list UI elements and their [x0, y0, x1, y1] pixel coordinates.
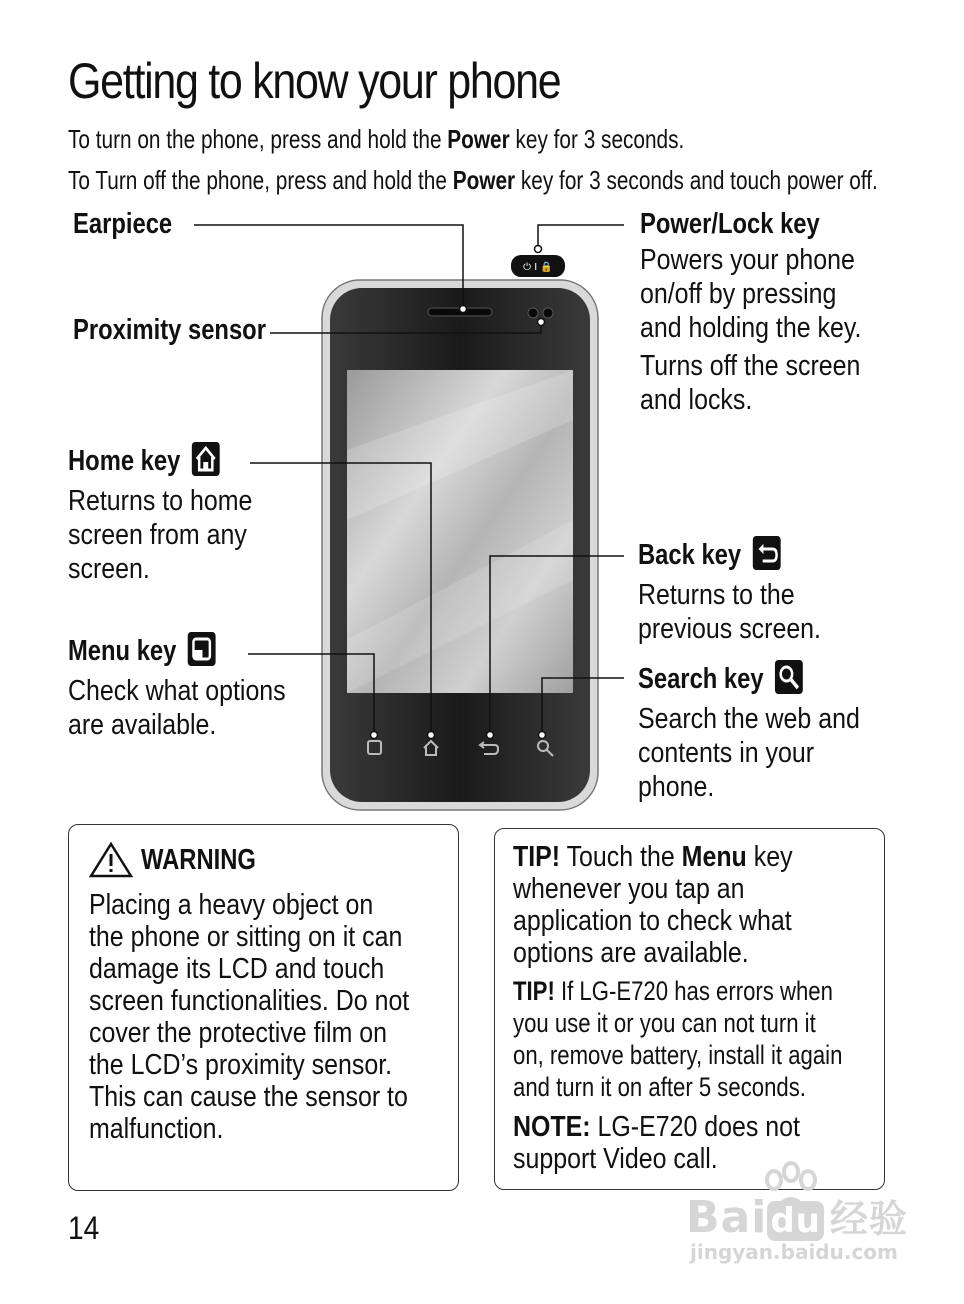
power-icon: ⏻ I 🔒	[523, 262, 553, 273]
home-key-title: Home key	[68, 445, 181, 477]
warning-line: damage its LCD and touch	[89, 953, 385, 985]
tip-2	[513, 975, 842, 1103]
tip-label: TIP!	[513, 841, 561, 873]
tip-line: and turn it on after 5 seconds.	[513, 1072, 806, 1102]
note-label: NOTE:	[513, 1111, 591, 1143]
back-key-section	[638, 536, 851, 646]
intro-on-text-end: key for 3 seconds.	[509, 124, 685, 154]
watermark-cn: 经验	[829, 1197, 908, 1241]
home-desc-line: screen.	[68, 553, 150, 585]
intro-on-bold: Power	[447, 124, 510, 154]
warning-text	[89, 889, 409, 1145]
power-desc-line: and locks.	[640, 384, 753, 416]
menu-desc-line: Check what options	[68, 675, 286, 707]
note-line: support Video call.	[513, 1143, 718, 1175]
menu-key-title: Menu key	[68, 635, 177, 667]
page-title: Getting to know your phone	[68, 53, 561, 109]
back-desc-line: Returns to the	[638, 579, 795, 611]
tip-label: TIP!	[513, 976, 555, 1006]
watermark-brand: Bai	[686, 1192, 768, 1243]
note-text: LG-E720 does not	[590, 1111, 800, 1143]
power-desc-line: Powers your phone	[640, 244, 855, 276]
watermark-url: jingyan.baidu.com	[690, 1240, 898, 1264]
home-desc-line: Returns to home	[68, 485, 253, 517]
intro-off-bold: Power	[452, 165, 516, 195]
back-desc-line: previous screen.	[638, 613, 821, 645]
warning-line: Placing a heavy object on	[89, 889, 374, 921]
tip-text: Touch the	[560, 841, 682, 873]
tip-menu-bold: Menu	[681, 841, 747, 873]
tips-box	[494, 828, 885, 1190]
earpiece-label: Earpiece	[73, 208, 173, 240]
back-icon	[753, 536, 781, 570]
intro-off-text: To Turn off the phone, press and hold the	[68, 165, 453, 195]
power-desc-line: and holding the key.	[640, 312, 862, 344]
warning-line: malfunction.	[89, 1113, 224, 1145]
warning-box	[68, 824, 459, 1191]
search-desc-line: phone.	[638, 771, 715, 803]
warning-line: cover the protective film on	[89, 1017, 388, 1049]
baidu-watermark	[686, 1160, 946, 1270]
tip-text: key	[746, 841, 793, 873]
warning-title: WARNING	[141, 843, 257, 876]
power-desc-line: Turns off the screen	[640, 350, 861, 382]
tip-line: whenever you tap an	[513, 873, 745, 905]
menu-icon	[188, 632, 216, 666]
search-key-section	[638, 660, 896, 804]
intro-on-text: To turn on the phone, press and hold the	[68, 124, 448, 154]
page-number: 14	[68, 1210, 100, 1246]
intro-off-text-end: key for 3 seconds and touch power off.	[515, 165, 878, 195]
warning-icon	[89, 841, 133, 879]
search-icon	[775, 660, 803, 694]
watermark-brand2: du	[767, 1201, 824, 1241]
tip-line: on, remove battery, install it again	[513, 1040, 843, 1070]
warning-header	[89, 841, 282, 879]
search-desc-line: Search the web and	[638, 703, 860, 735]
menu-key-section	[68, 632, 321, 742]
warning-line: screen functionalities. Do not	[89, 985, 410, 1017]
warning-line: the LCD’s proximity sensor.	[89, 1049, 393, 1081]
tip-1	[513, 841, 793, 969]
warning-line: This can cause the sensor to	[89, 1081, 408, 1113]
power-desc-line: on/off by pressing	[640, 278, 837, 310]
home-icon	[192, 442, 220, 476]
power-key-section	[640, 208, 897, 417]
power-lock-button	[511, 255, 565, 277]
tip-line: options are available.	[513, 937, 749, 969]
warning-line: the phone or sitting on it can	[89, 921, 403, 953]
tip-line: you use it or you can not turn it	[513, 1008, 816, 1038]
proximity-sensor-label: Proximity sensor	[73, 314, 266, 346]
tip-line: application to check what	[513, 905, 792, 937]
power-key-title: Power/Lock key	[640, 208, 820, 240]
search-key-title: Search key	[638, 663, 764, 695]
menu-desc-line: are available.	[68, 709, 217, 741]
back-key-title: Back key	[638, 539, 742, 571]
home-key-section	[68, 442, 282, 586]
search-desc-line: contents in your	[638, 737, 815, 769]
tip-text: If LG-E720 has errors when	[554, 976, 833, 1006]
home-desc-line: screen from any	[68, 519, 247, 551]
